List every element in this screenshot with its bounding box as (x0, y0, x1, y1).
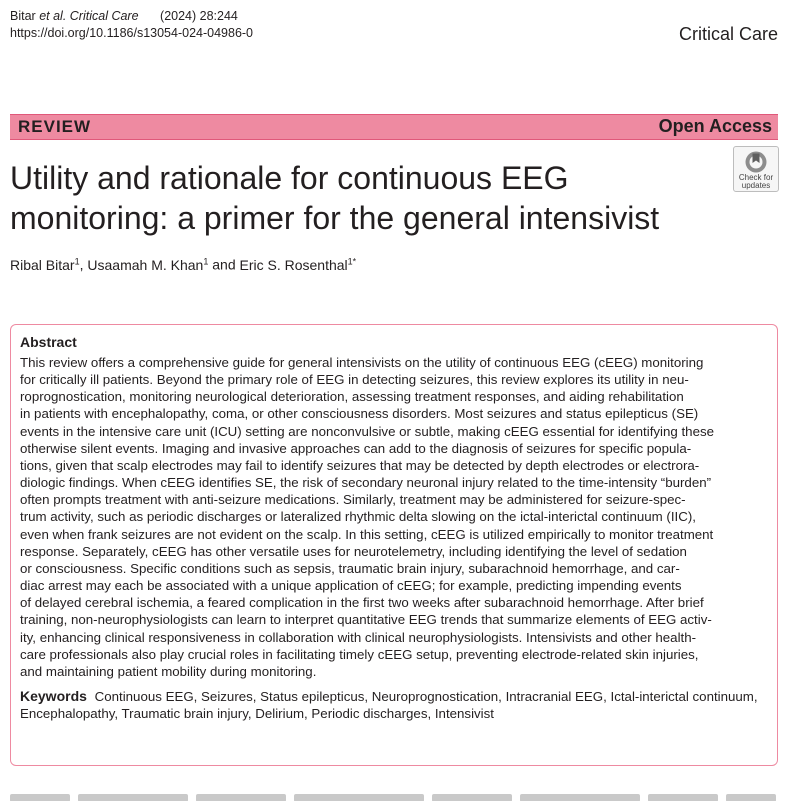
abstract-heading: Abstract (20, 334, 77, 350)
article-type-label: REVIEW (18, 117, 92, 136)
abstract-line: tions, given that scalp electrodes may fail to identify seizures that may be detected by depth electrodes or electrora- (20, 457, 700, 473)
abstract-line: often prompts treatment with anti-seizure medications. Similarly, treatment may be administered for seizure-spec- (20, 492, 686, 508)
keywords (20, 688, 768, 723)
abstract-line: of delayed cerebral ischemia, a feared complication in the first two weeks after subarachnoid hemorrhage. After brief (20, 595, 704, 611)
keywords-label: Keywords (20, 687, 87, 704)
abstract-line: trum activity, such as periodic discharges or lateralized rhythmic delta slowing on the ictal-interictal continuum (IIC), (20, 509, 696, 525)
author-2[interactable]: Usaamah M. Khan$^1$ (87, 256, 209, 273)
abstract-body (20, 354, 768, 680)
citation-etal: et al. (39, 9, 67, 23)
journal-name: Critical Care (678, 24, 778, 44)
abstract-line: diologic findings. When cEEG identifies SE, the risk of secondary neuronal injury related to the time-intensity “burden” (20, 475, 712, 491)
open-access-label: Open Access (658, 116, 772, 136)
abstract-line: or consciousness. Specific conditions such as sepsis, traumatic brain injury, subarachnoid hemorrhage, and car- (20, 560, 680, 576)
citation-line (10, 8, 253, 25)
abstract-line: care professionals also play crucial roles in facilitating timely cEEG setup, preventing electrode-related skin injuries, (20, 646, 699, 662)
citation-year: (2024) 28:244 (160, 9, 238, 23)
author-list (10, 256, 356, 273)
abstract-line: response. Separately, cEEG has other versatile uses for neurotelemetry, including identifying the level of sedation (20, 543, 687, 559)
abstract-box (10, 324, 778, 766)
author-1[interactable]: Ribal Bitar$^1$ (10, 256, 80, 273)
abstract-line: and maintaining patient mobility during monitoring. (20, 663, 317, 679)
article-title (10, 158, 770, 238)
author-separator: and (208, 256, 240, 273)
keywords-text: Continuous EEG, Seizures, Status epilepticus, Neuroprognostication, Intracranial EEG, Ictal-interictal continuum, Encephalopathy, Traumatic brain injury, Delirium, Periodic discharges, Intensivist (20, 688, 758, 722)
abstract-line: otherwise silent events. Imaging and invasive approaches can add to the diagnosis of seizures for specific popula- (20, 440, 692, 456)
abstract-line: roprognostication, monitoring neurological deterioration, assessing treatment responses, and aiding rehabilitation (20, 389, 684, 405)
abstract-line: ity, enhancing clinical responsiveness in collaboration with clinical neurophysiologists. Intensivists and other health- (20, 629, 697, 645)
abstract-line: diac arrest may each be associated with a unique application of cEEG; for example, predicting impending events (20, 578, 682, 594)
author-3[interactable]: Eric S. Rosenthal$^{1*}$ (239, 256, 357, 273)
citation-journal: Critical Care (69, 9, 139, 23)
cut-off-body-text (10, 788, 778, 801)
title-line-1: Utility and rationale for continuous EEG (10, 160, 569, 196)
badge-line-2: updates (741, 181, 771, 190)
crossmark-icon (744, 150, 768, 174)
article-type-banner (10, 114, 778, 140)
badge-line-1: Check for (738, 173, 774, 182)
citation-authors: Bitar (10, 9, 36, 23)
author-separator: , (79, 256, 88, 273)
abstract-line: events in the intensive care unit (ICU) setting are nonconvulsive or subtle, making cEEG essential for identifying these (20, 423, 715, 439)
check-for-updates-badge[interactable] (733, 146, 779, 192)
abstract-line: even when frank seizures are not evident on the scalp. In this setting, cEEG is utilized empirically to monitor treatment (20, 526, 714, 542)
abstract-line: for critically ill patients. Beyond the primary role of EEG in detecting seizures, this review explores its utility in neu- (20, 372, 689, 388)
abstract-line: training, non-neurophysiologists can learn to interpret quantitative EEG trends that summarize elements of EEG activ- (20, 612, 712, 628)
title-line-2: monitoring: a primer for the general intensivist (10, 200, 660, 236)
doi-link[interactable]: https://doi.org/10.1186/s13054-024-04986-0 (10, 26, 254, 40)
abstract-line: in patients with encephalopathy, coma, or other consciousness disorders. Most seizures and status epilepticus (SE) (20, 406, 699, 422)
abstract-line: This review offers a comprehensive guide for general intensivists on the utility of continuous EEG (cEEG) monitoring (20, 355, 704, 370)
citation-header (10, 8, 253, 42)
